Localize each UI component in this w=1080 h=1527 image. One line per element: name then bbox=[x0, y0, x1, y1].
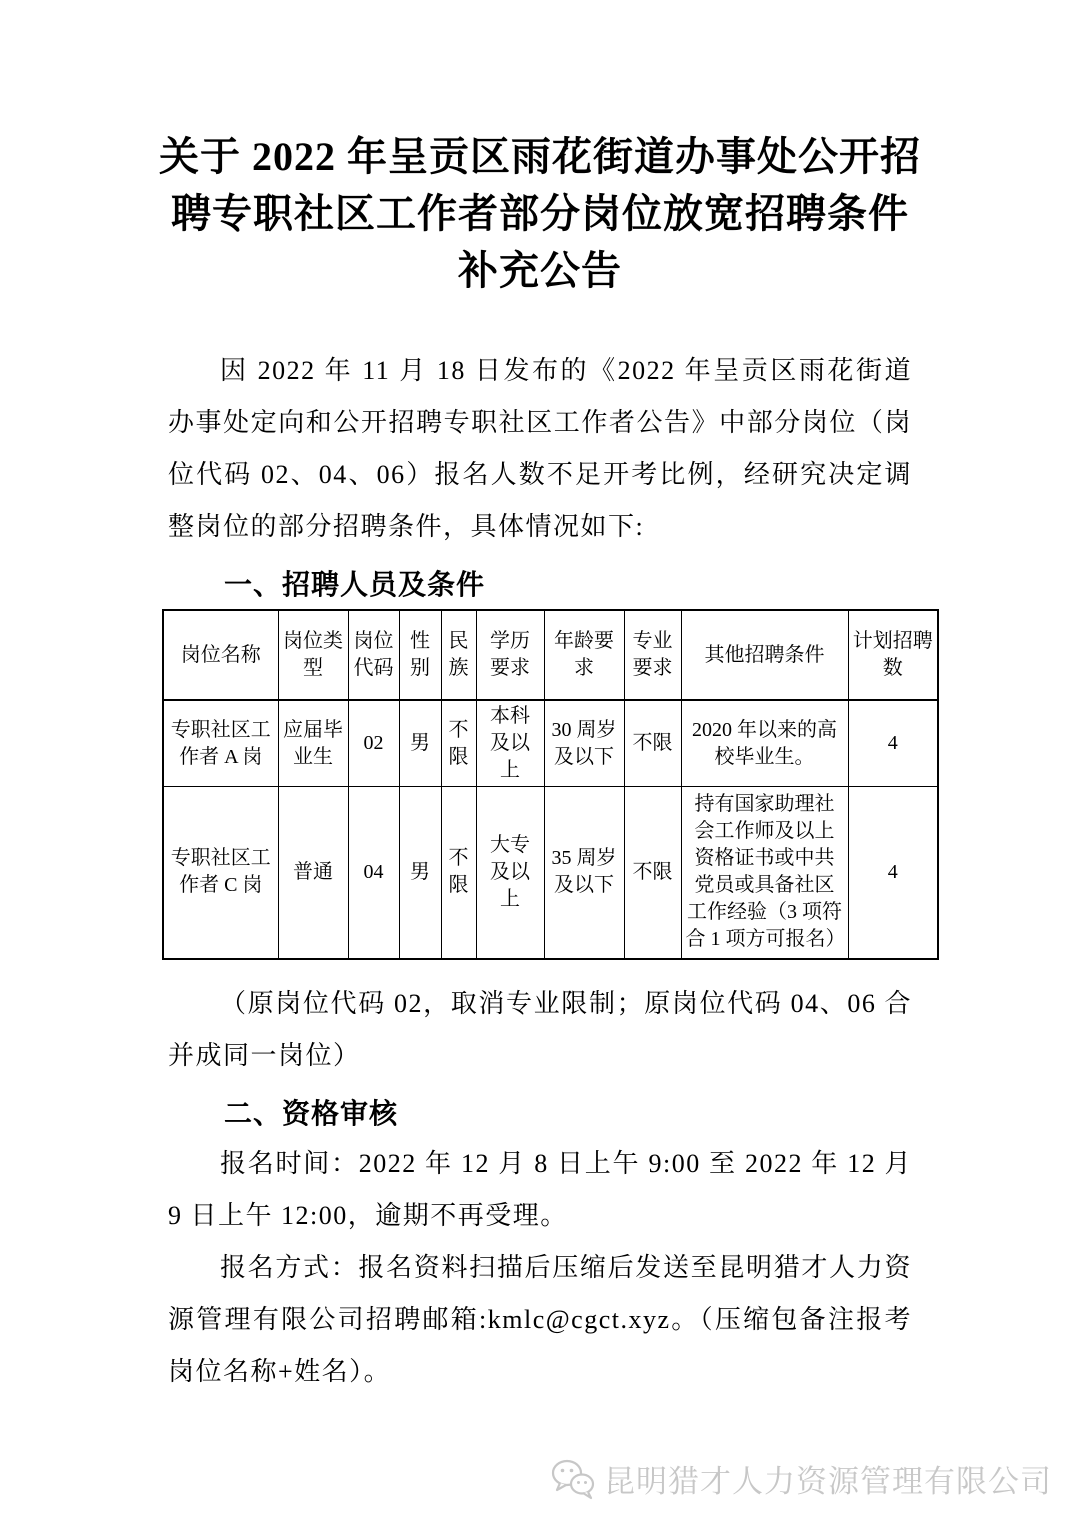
page-title bbox=[80, 128, 1000, 299]
recruitment-table bbox=[162, 609, 939, 960]
table-cell: 35 周岁及以下 bbox=[544, 787, 624, 959]
table-cell: 02 bbox=[348, 700, 399, 787]
table-cell: 普通 bbox=[278, 787, 348, 959]
table-cell: 男 bbox=[399, 700, 441, 787]
table-cell: 4 bbox=[848, 700, 938, 787]
header-cell-planned-count: 计划招聘数 bbox=[848, 610, 938, 700]
table-cell: 不限 bbox=[441, 787, 476, 959]
title-line-2: 聘专职社区工作者部分岗位放宽招聘条件 bbox=[171, 191, 909, 236]
table-cell-other-conditions: 持有国家助理社会工作师及以上资格证书或中共党员或具备社区工作经验（3 项符合 1 项方可报名） bbox=[681, 787, 848, 959]
header-cell-major: 专业要求 bbox=[624, 610, 681, 700]
table-cell: 专职社区工作者 A 岗 bbox=[163, 700, 278, 787]
table-cell: 应届毕业生 bbox=[278, 700, 348, 787]
table-cell: 不限 bbox=[441, 700, 476, 787]
table-cell: 本科及以上 bbox=[476, 700, 544, 787]
wechat-icon bbox=[550, 1458, 596, 1500]
table-cell: 专职社区工作者 C 岗 bbox=[163, 787, 278, 959]
header-cell-gender: 性别 bbox=[399, 610, 441, 700]
header-cell-age: 年龄要求 bbox=[544, 610, 624, 700]
table-cell: 大专及以上 bbox=[476, 787, 544, 959]
header-cell-position-type: 岗位类型 bbox=[278, 610, 348, 700]
header-cell-education: 学历要求 bbox=[476, 610, 544, 700]
footer-watermark bbox=[550, 1456, 1052, 1501]
footer-company-name: 昆明猎才人力资源管理有限公司 bbox=[604, 1464, 1052, 1499]
table-cell: 不限 bbox=[624, 700, 681, 787]
apply-method-paragraph: 报名方式：报名资料扫描后压缩后发送至昆明猎才人力资源管理有限公司招聘邮箱:kmlc@cgct.xyz。（压缩包备注报考岗位名称+姓名）。 bbox=[168, 1252, 912, 1386]
intro-paragraph: 因 2022 年 11 月 18 日发布的《2022 年呈贡区雨花街道办事处定向和公开招聘专职社区工作者公告》中部分岗位（岗位代码 02、04、06）报名人数不足开考比例，经研究决定调整岗位的部分招聘条件，具体情况如下: bbox=[168, 356, 912, 541]
table-cell: 30 周岁及以下 bbox=[544, 700, 624, 787]
apply-time-paragraph: 报名时间：2022 年 12 月 8 日上午 9:00 至 2022 年 12 月 9 日上午 12:00，逾期不再受理。 bbox=[168, 1148, 912, 1230]
table-row-position-a bbox=[163, 700, 938, 787]
header-cell-ethnicity: 民族 bbox=[441, 610, 476, 700]
table-cell: 04 bbox=[348, 787, 399, 959]
header-cell-position-name: 岗位名称 bbox=[163, 610, 278, 700]
table-cell: 4 bbox=[848, 787, 938, 959]
title-line-3: 补充公告 bbox=[458, 248, 622, 293]
section2-heading: 二、资格审核 bbox=[224, 1097, 399, 1129]
table-row-position-c bbox=[163, 787, 938, 959]
table-cell: 2020 年以来的高校毕业生。 bbox=[681, 700, 848, 787]
table-cell: 不限 bbox=[624, 787, 681, 959]
table-note-paragraph: （原岗位代码 02，取消专业限制；原岗位代码 04、06 合并成同一岗位） bbox=[168, 988, 912, 1070]
header-cell-other-conditions: 其他招聘条件 bbox=[681, 610, 848, 700]
title-line-1: 关于 2022 年呈贡区雨花街道办事处公开招 bbox=[159, 134, 921, 179]
table-cell: 男 bbox=[399, 787, 441, 959]
section1-heading: 一、招聘人员及条件 bbox=[224, 569, 486, 600]
table-header-row bbox=[163, 610, 938, 700]
header-cell-position-code: 岗位代码 bbox=[348, 610, 399, 700]
